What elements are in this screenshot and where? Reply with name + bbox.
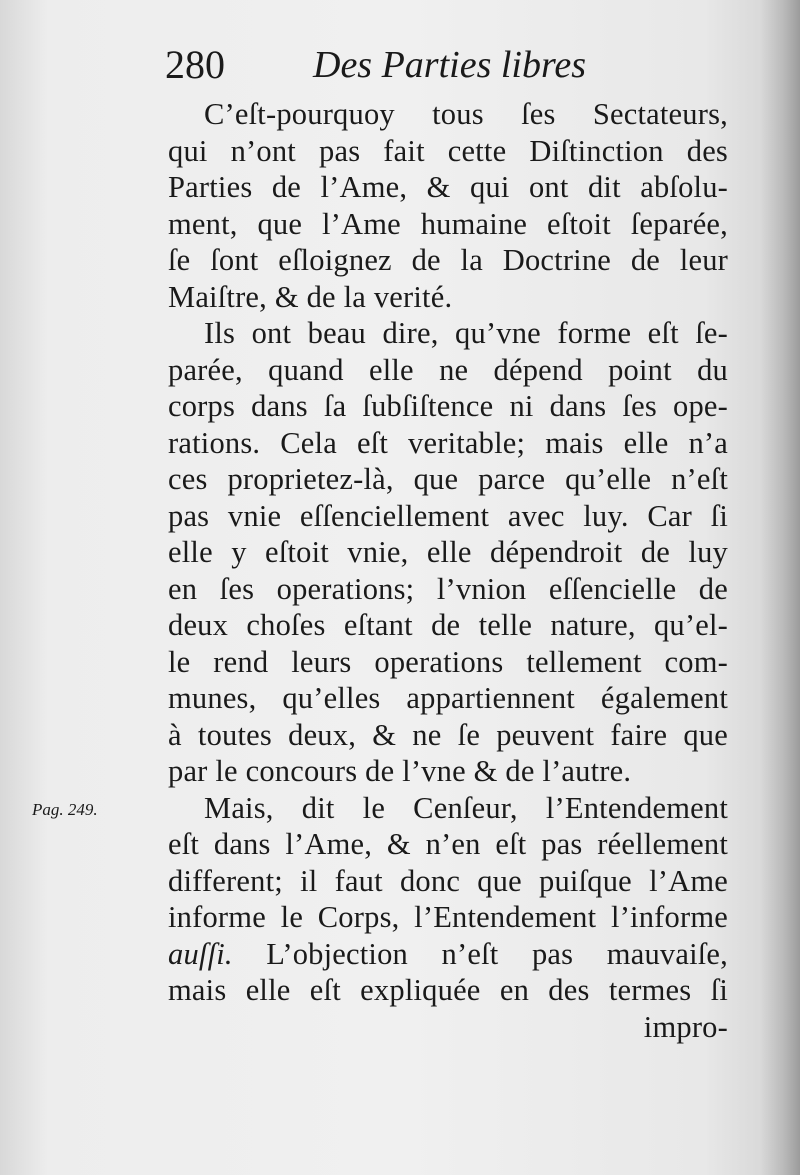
page-gutter-shadow [760, 0, 800, 1175]
text-line: ment, que l’Ame humaine eſtoit ſeparée, [168, 206, 728, 241]
text-line: Parties de l’Ame, & qui ont dit abſolu- [168, 170, 728, 204]
mixed-text-line [168, 936, 728, 973]
text-line: mais elle eſt expliquée en des termes ſi [168, 973, 728, 1007]
text-line: le rend leurs operations tellement com- [168, 644, 728, 679]
text-line: qui n’ont pas fait cette Diſtinction des [168, 133, 728, 168]
italic-text-line: different; il faut donc que puiſque l’Ame [168, 863, 728, 898]
catchword: impro- [643, 1009, 728, 1044]
italic-fragment: auſſi. [168, 936, 233, 971]
text-line: Maiſtre, & de la verité. [168, 279, 453, 314]
text-line: en ſes operations; l’vnion eſſencielle de [168, 571, 728, 606]
text-line: rations. Cela eſt veritable; mais elle n’a [168, 425, 728, 460]
text-line: Ils ont beau dire, qu’vne forme eſt ſe- [204, 316, 728, 350]
text-line: pas vnie eſſenciellement avec luy. Car ſi [168, 498, 728, 533]
text-line: C’eſt-pourquoy tous ſes Sectateurs, [204, 97, 728, 131]
page-number: 280 [165, 42, 225, 87]
italic-text-line: informe le Corps, l’Entendement l’informe [168, 900, 728, 934]
text-line: deux choſes eſtant de telle nature, qu’el- [168, 608, 728, 642]
text-line: munes, qu’elles appartiennent également [168, 681, 728, 715]
text-line: elle y eſtoit vnie, elle dépendroit de luy [168, 535, 728, 569]
italic-text-line: eſt dans l’Ame, & n’en eſt pas réellement [168, 827, 728, 861]
body-text [168, 96, 728, 1045]
text-line: corps dans ſa ſubſiſtence ni dans ſes ope- [168, 389, 728, 423]
roman-fragment: L’objection n’eſt pas mauvaiſe, [232, 936, 728, 971]
running-title: Des Parties libres [313, 44, 587, 86]
text-line: ſe ſont eſloignez de la Doctrine de leur [168, 243, 728, 277]
running-header [165, 40, 725, 90]
italic-text-line: Mais, dit le Cenſeur, l’Entendement [204, 790, 728, 825]
text-line: par le concours de l’vne & de l’autre. [168, 754, 632, 788]
text-line: ces proprietez-là, que parce qu’elle n’eſt [168, 462, 728, 496]
text-line: à toutes deux, & ne ſe peuvent faire que [168, 717, 728, 752]
margin-reference: Pag. 249. [32, 800, 98, 819]
text-line: parée, quand elle ne dépend point du [168, 352, 728, 387]
